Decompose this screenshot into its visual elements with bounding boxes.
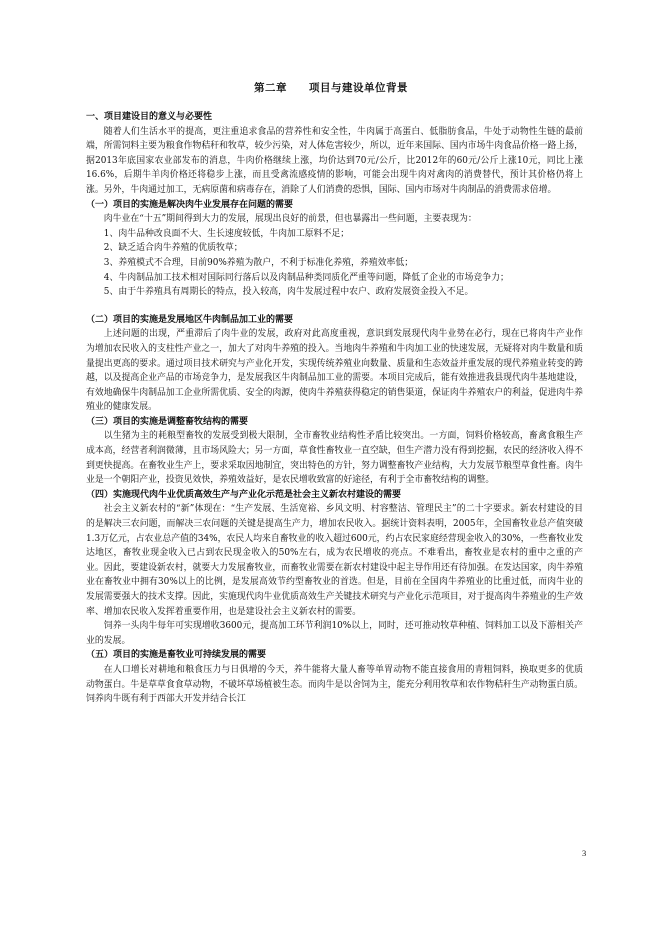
subsection-heading-4: （四）实施现代肉牛业优质高效生产与产业化示范是社会主义新农村建设的需要 [86, 489, 402, 500]
chapter-title: 项目与建设单位背景 [309, 82, 408, 94]
document-body [86, 110, 583, 707]
subsection-heading-5: （五）项目的实施是畜牧业可持续发展的需要 [86, 650, 267, 661]
subsection-3-body: 以生猪为主的耗粮型畜牧的发展受到极大限制，全市畜牧业结构性矛盾比较突出。一方面，饲料价格较高，畜禽食粮生产成本高，经营者利润微薄，且市场风险大；另一方面，草食性畜牧业一直空缺，但生产潜力没有得到挖掘，农民的经济收入得不到更快提高。在畜牧业生产上，要求采取因地制宜，突出特色的方针，努力调整畜牧产业结构，大力发展节粮型草食性畜。肉牛业是一个朝阳产业，投资见效快，养殖效益好，是农民增收致富的好途径，有利于全市畜牧结构的调整。 [86, 431, 583, 486]
list-item: 5、由于牛养殖具有周期长的特点，投入较高，肉牛发展过程中农户、政府发展资金投入不足。 [103, 287, 474, 298]
page-number: 3 [582, 848, 587, 858]
subsection-heading-2: （二）项目的实施是发展地区牛肉制品加工业的需要 [86, 314, 294, 325]
subsection-4-body: 社会主义新农村的“新”体现在：“生产发展、生活宽裕、乡风文明、村容整洁、管理民主”的二十字要求。新农村建设的目的是解决三农问题，而解决三农问题的关键是提高生产力，增加农民收入。据统计资料表明，2005年，全国畜牧业总产值突破1.3万亿元，占农业总产值的34%，农民人均来自畜牧业的收入超过600元，约占农民家庭经营现金收入的30%，一些畜牧业发达地区，畜牧业现金收入已占到农民现金收入的50%左右，成为农民增收的亮点。不难看出，畜牧业是农村的重中之重的产业。因此，要建设新农村，就要大力发展畜牧业，而畜牧业需要在新农村建设中起主导作用还有待加强。在发达国家，肉牛养殖业在畜牧业中拥有30%以上的比例，是发展高效节约型畜牧业的首选。但是，目前在全国肉牛养殖业的比重过低，而肉牛业的发展需要强大的技术支撑。因此，实施现代肉牛业优质高效生产关键技术研究与产业化示范项目，对于提高肉牛养殖业的生产效率、增加农民收入发挥着重要作用，也是建设社会主义新农村的需要。 [86, 504, 583, 617]
subsection-2-body: 上述问题的出现，严重滞后了肉牛业的发展，政府对此高度重视，意识到发展现代肉牛业势在必行，现在已将肉牛产业作为增加农民收入的支柱性产业之一，加大了对肉牛养殖的投入。当地肉牛养殖和牛肉加工业的快速发展，无疑将对肉牛数量和质量提出更高的要求。通过项目技术研究与产业化开发，实现传统养殖业向数量、质量和生态效益并重发展的现代养殖业转变的跨越，以及提高企业产品的市场竞争力，是发展我区牛肉制品加工业的需要。本项目完成后，能有效推进我县现代肉牛基地建设，有效地确保牛肉制品加工企业所需优质、安全的肉源，使肉牛养殖获得稳定的销售渠道，保证肉牛养殖农户的利益，促进肉牛养殖业的健康发展。 [86, 329, 583, 413]
subsection-4-extra: 饲养一头肉牛每年可实现增收3600元，提高加工环节利润10%以上，同时，还可推动牧草种植、饲料加工以及下游相关产业的发展。 [86, 621, 583, 646]
chapter-heading [0, 80, 662, 95]
section-1-intro: 随着人们生活水平的提高，更注重追求食品的营养性和安全性，牛肉属于高蛋白、低脂肪食品，牛处于动物性生链的最前端，所需饲料主要为粮食作物秸秆和牧草，较少污染，对人体危害较少，所以，近年来国际、国内市场牛肉食品价格一路上扬，据2013年底国家农业部发布的消息，牛肉价格继续上涨，均价达到70元/公斤，比2012年的60元/公斤上涨10元，同比上涨16.6%，后期牛羊肉价格还将稳步上涨，而且受禽流感疫情的影响，可能会出现牛肉对禽肉的消费替代，预计其价格仍将上涨。另外，牛肉通过加工，无病原菌和病毒存在，消除了人们消费的恐惧，国际、国内市场对牛肉制品的消费需求倍增。 [86, 126, 583, 195]
subsection-5-body: 在人口增长对耕地和粮食压力与日俱增的今天，养牛能将大量人畜等单胃动物不能直接食用的青粗饲料，换取更多的优质动物蛋白。牛是草草食食草动物，不破坏草场植被生态。而肉牛是以舍饲为主，能充分利用牧草和农作物秸秆生产动物蛋白质。饲养肉牛既有利于西部大开发并结合长江 [86, 664, 583, 705]
list-item: 4、牛肉制品加工技术相对国际同行落后以及肉制品种类同质化严重等问题，降低了企业的市场竞争力； [103, 272, 509, 283]
subsection-heading-3: （三）项目的实施是调整畜牧结构的需要 [86, 416, 249, 427]
section-heading-1: 一、项目建设目的意义与必要性 [86, 112, 213, 122]
list-item: 1、肉牛品种改良面不大、生长速度较低，牛肉加工原料不足； [103, 228, 350, 239]
list-item: 3、养殖模式不合理，目前90%养殖为散户，不利于标准化养殖，养殖效率低； [103, 257, 414, 268]
list-item: 2、缺乏适合肉牛养殖的优质牧草； [103, 243, 243, 254]
subsection-1-intro: 肉牛业在“十五”期间得到大力的发展，展现出良好的前景，但也暴露出一些问题，主要表现为： [103, 214, 477, 225]
subsection-heading-1: （一）项目的实施是解决肉牛业发展存在问题的需要 [86, 199, 294, 210]
paragraph-gap [86, 300, 583, 313]
chapter-number: 第二章 [254, 82, 287, 94]
